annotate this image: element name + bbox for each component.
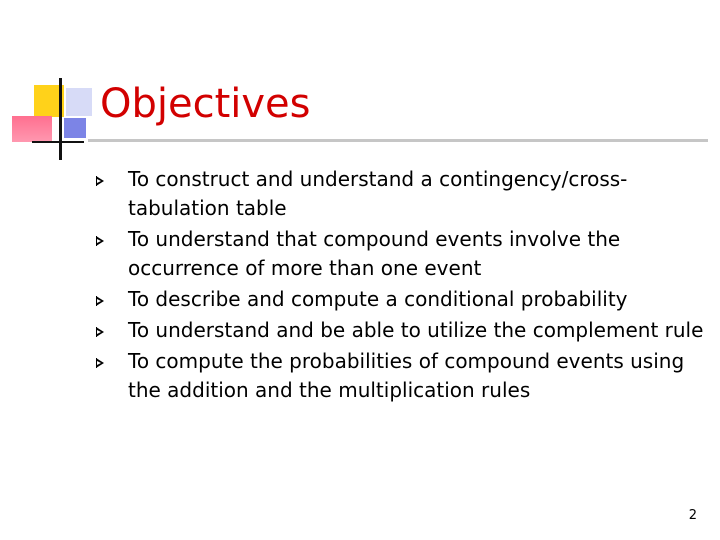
arrow-bullet-icon [96,296,104,306]
logo-vertical-line [59,78,62,160]
logo-lavender-square [66,88,92,116]
slide-logo-graphic [0,0,100,170]
logo-pink-square [12,116,52,142]
logo-horizontal-line [32,141,84,143]
arrow-bullet-icon [96,358,104,368]
logo-blue-square [64,118,86,138]
arrow-bullet-icon [96,327,104,337]
list-item [96,347,706,405]
list-item [96,225,706,283]
list-item-text: To compute the probabilities of compound events using the addition and the multiplication rules [128,349,685,402]
list-item [96,316,706,345]
list-item-text: To understand that compound events involve the occurrence of more than one event [128,227,621,280]
arrow-bullet-icon [96,236,104,246]
list-item [96,165,706,223]
list-item-text: To describe and compute a conditional probability [128,287,628,311]
title-underline-rule [88,139,708,142]
page-number: 2 [688,508,697,523]
objectives-list [96,165,706,407]
arrow-bullet-icon [96,176,104,186]
slide-title: Objectives [100,81,311,127]
list-item-text: To construct and understand a contingency/cross-tabulation table [128,167,628,220]
list-item-text: To understand and be able to utilize the complement rule [128,318,704,342]
list-item [96,285,706,314]
